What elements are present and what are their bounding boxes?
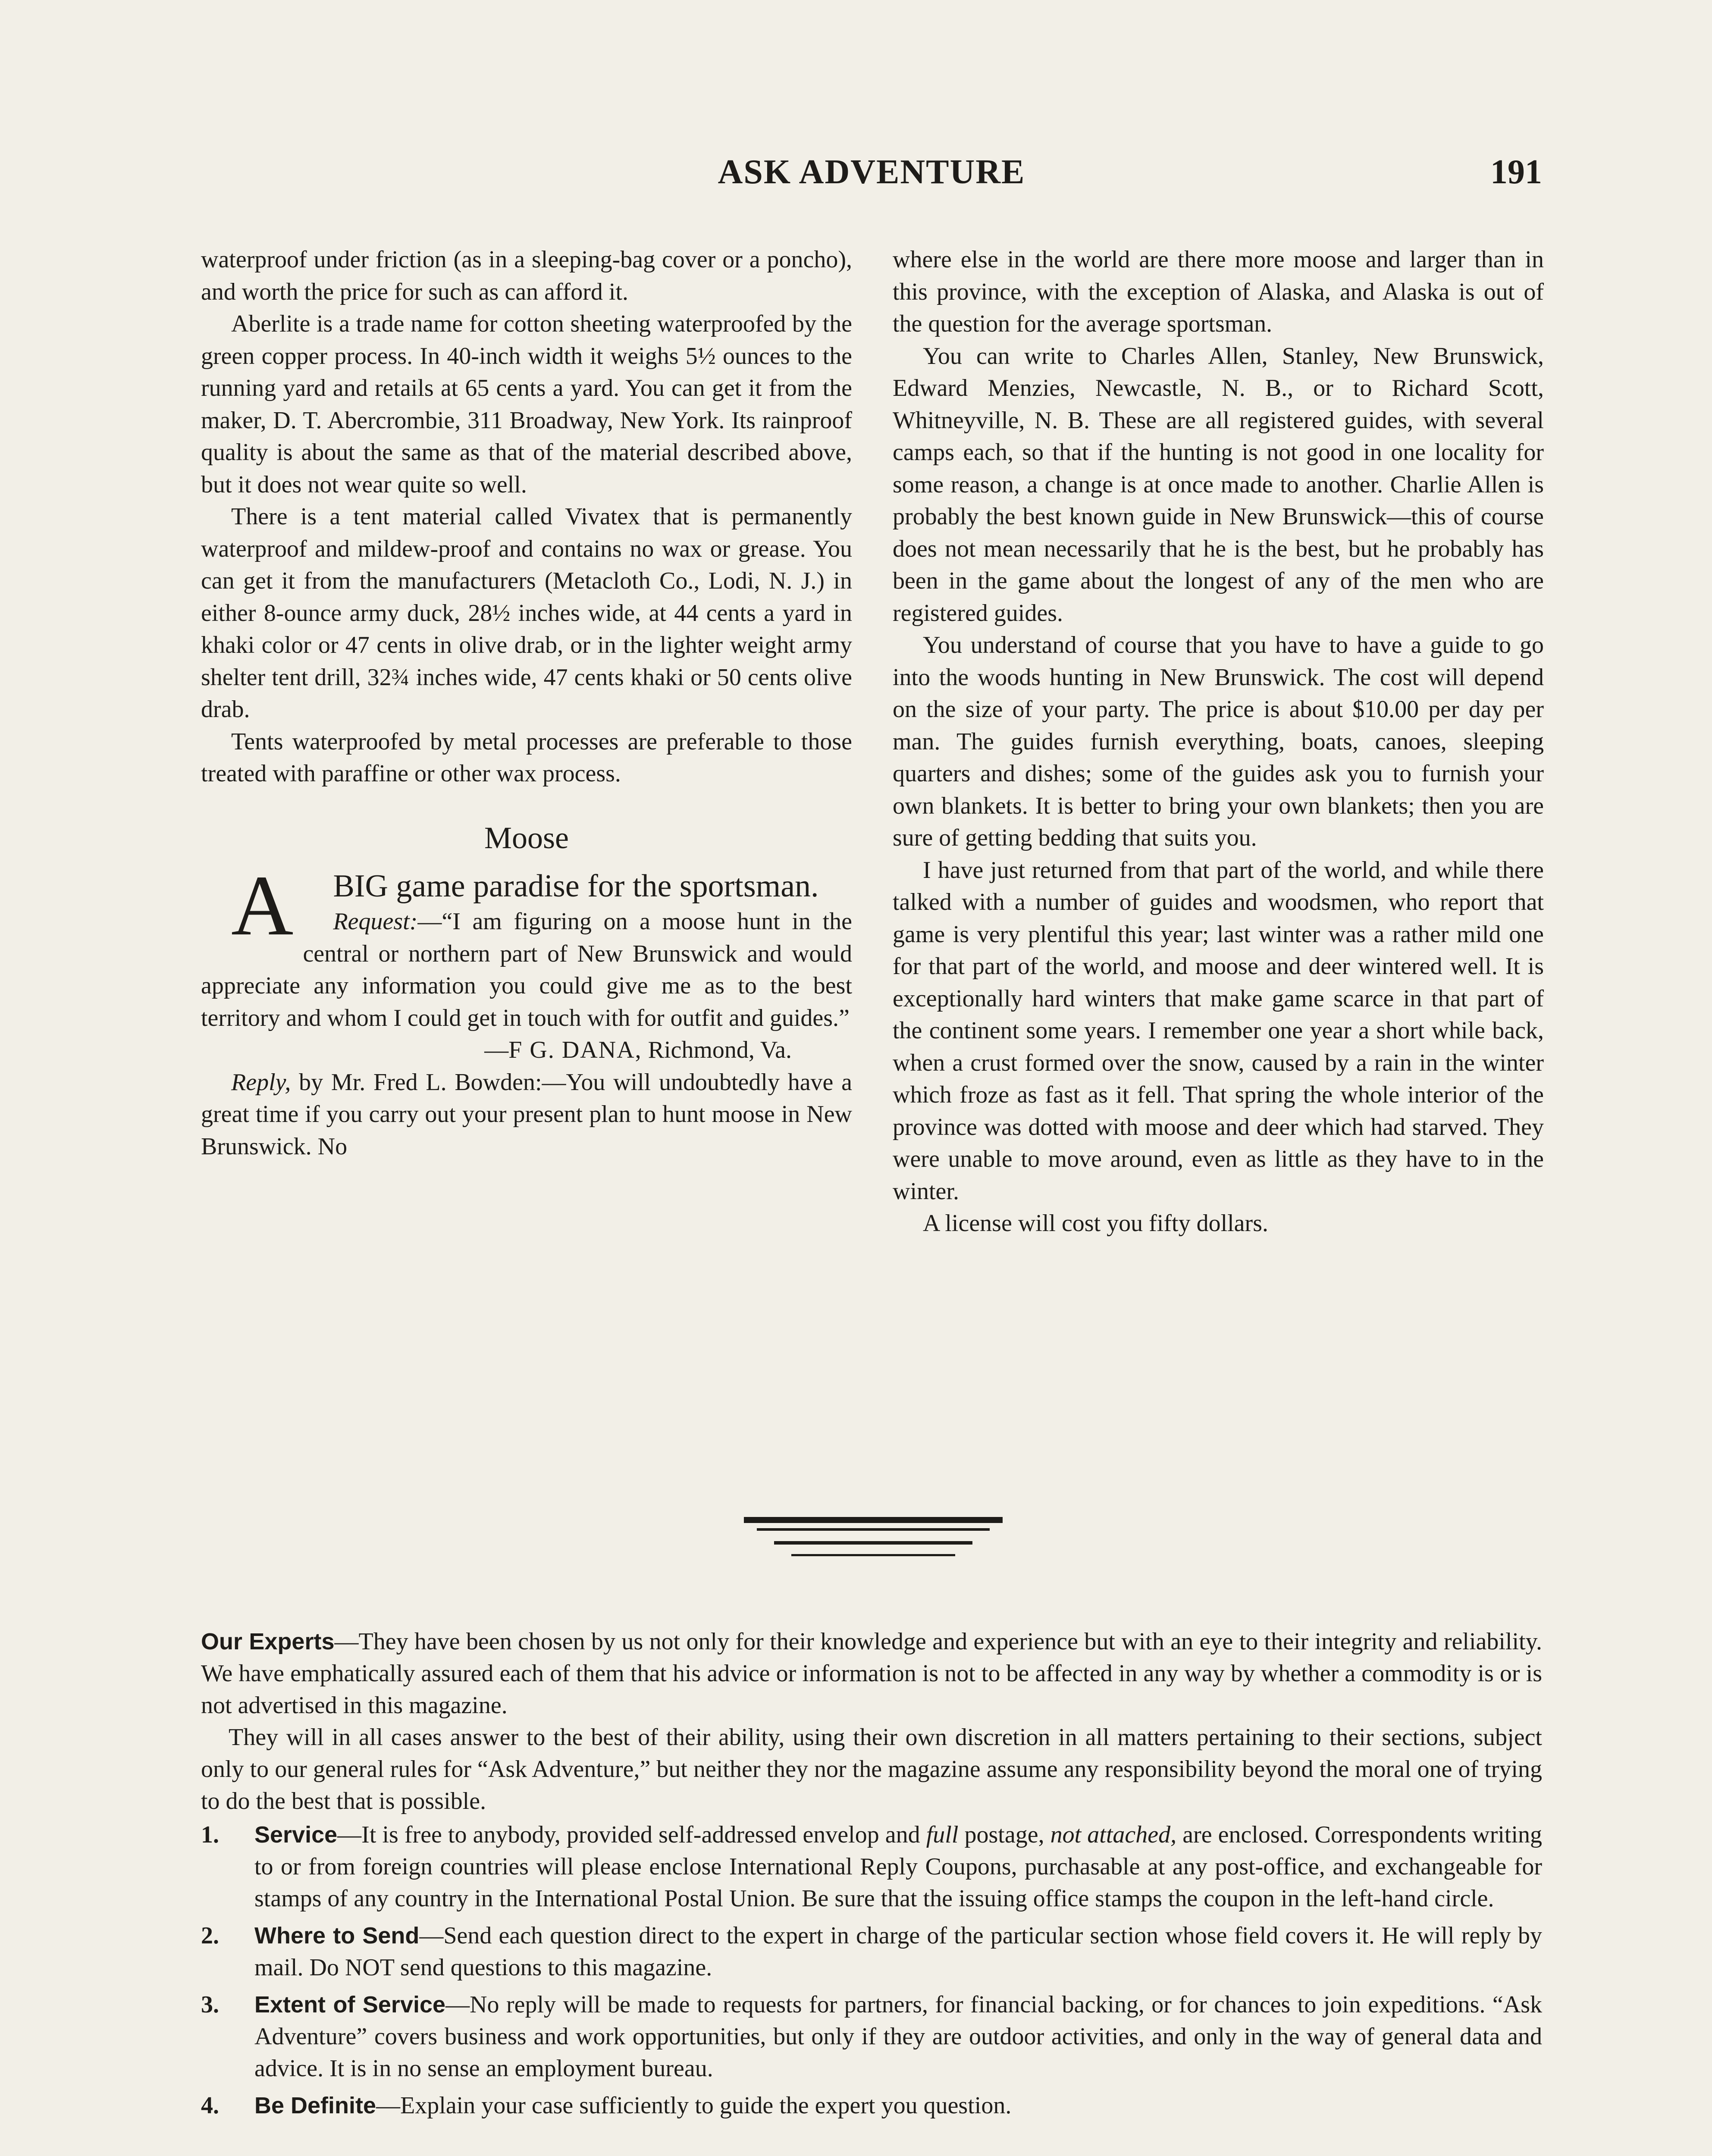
rule-text: —Send each question direct to the expert in charge of the particular section whose field covers it. He will reply by mail. Do NOT send questions to this magazine. xyxy=(254,1922,1542,1981)
rule-item xyxy=(201,2090,1542,2122)
divider-ornament xyxy=(744,1517,1003,1582)
request-text: —“I am figuring on a moose hunt in the central or northern part of New Brunswick and would appreciate any information you could give me as to the best territory and whom I could get in touch with for outfit and guides.” xyxy=(201,908,852,1031)
rule-emphasis: not attached, xyxy=(1050,1821,1177,1848)
paragraph: You can write to Charles Allen, Stanley, New Brunswick, Edward Menzies, Newcastle, N. B., or to Richard Scott, Whitneyville, N. B. These are all registered guides, with several camps each, so that if the hunting is not good in one locality for some reason, a change is at once made to another. Charlie Allen is probably the best known guide in New Brunswick—this of course does not mean necessarily that he is the best, but he probably has been in the game about the longest of any of the men who are registered guides. xyxy=(893,342,1544,627)
paragraph: A license will cost you fifty dollars. xyxy=(923,1210,1268,1237)
rule-number: 1. xyxy=(201,1821,219,1848)
page-header xyxy=(201,153,1542,200)
experts-paragraph: They will in all cases answer to the best of their ability, using their own discretion in all matters pertaining to their sections, subject only to our general rules for “Ask Adventure,” but neither they nor the magazine assume any responsibility beyond the moral one of trying to do the best that is possible. xyxy=(201,1724,1542,1814)
right-column xyxy=(893,244,1544,1240)
rule-number: 4. xyxy=(201,2092,219,2119)
rule-heading: Be Definite xyxy=(254,2093,376,2118)
request-label: Request: xyxy=(333,908,418,935)
paragraph: waterproof under friction (as in a sleeping-bag cover or a poncho), and worth the price for such as can afford it. xyxy=(201,246,852,305)
reply-paragraph xyxy=(201,1066,852,1163)
experts-intro xyxy=(201,1626,1542,1721)
ornament-rule xyxy=(774,1541,972,1545)
rule-item xyxy=(201,1989,1542,2084)
paragraph: There is a tent material called Vivatex that is permanently waterproof and mildew-proof and contains no wax or grease. You can get it from the manufacturers (Metacloth Co., Lodi, N. J.) in either 8-ounce army duck, 28½ inches wide, at 44 cents a yard in khaki color or 47 cents in olive drab, or in the lighter weight army shelter tent drill, 32¾ inches wide, 47 cents khaki or 50 cents olive drab. xyxy=(201,503,852,723)
rule-number: 2. xyxy=(201,1922,219,1949)
ornament-rule xyxy=(757,1528,990,1531)
request-paragraph xyxy=(201,906,852,1034)
rule-text: postage, xyxy=(958,1821,1050,1848)
rule-text: —No reply will be made to requests for partners, for financial backing, or for chances to join expeditions. “Ask Adventure” covers business and work opportunities, but only if they are outdoor activities, and only in the way of general data and advice. It is in no sense an employment bureau. xyxy=(254,1991,1543,2082)
reply-text: by Mr. Fred L. Bowden:—You will undoubtedly have a great time if you carry out your present plan to hunt moose in New Brunswick. No xyxy=(201,1069,852,1160)
page-number: 191 xyxy=(1490,153,1542,191)
ornament-rule xyxy=(791,1554,955,1556)
rule-text: are enclosed. Correspondents writing to or from foreign countries will please enclose International Reply Coupons, purchasable at any post-office, and exchangeable for stamps of any country in the International Postal Union. Be sure that the issuing office stamps the coupon in the left-hand circle. xyxy=(254,1821,1543,1912)
rule-emphasis: full xyxy=(926,1821,959,1848)
rule-text: —Explain your case sufficiently to guide the expert you question. xyxy=(376,2092,1012,2119)
signature-dash: — xyxy=(484,1037,509,1063)
lead-text: BIG game paradise for the sportsman. xyxy=(333,868,819,904)
signature-place: Richmond, Va. xyxy=(642,1037,792,1063)
paragraph: Aberlite is a trade name for cotton sheeting waterproofed by the green copper process. In 40-inch width it weighs 5½ ounces to the running yard and retails at 65 cents a yard. You can get it from the maker, D. T. Abercrombie, 311 Broadway, New York. Its rainproof quality is about the same as that of the material described above, but it does not wear quite so well. xyxy=(201,310,852,498)
left-column xyxy=(201,244,852,1163)
rule-item xyxy=(201,1920,1542,1984)
rule-item xyxy=(201,1819,1542,1915)
paragraph: You understand of course that you have to have a guide to go into the woods hunting in New Brunswick. The cost will depend on the size of your party. The price is about $10.00 per day per man. The guides furnish everything, boats, canoes, sleeping quarters and dishes; some of the guides ask you to furnish your own blankets. It is better to bring your own blankets; then you are sure of getting bedding that suits you. xyxy=(893,632,1544,851)
rule-text: —It is free to anybody, provided self-addressed envelop and xyxy=(337,1821,926,1848)
paragraph: where else in the world are there more moose and larger than in this province, with the exception of Alaska, and Alaska is out of the question for the average sportsman. xyxy=(893,246,1544,337)
drop-cap: A xyxy=(231,858,294,953)
rule-heading: Service xyxy=(254,1822,338,1848)
reply-label: Reply, xyxy=(231,1069,291,1096)
signature xyxy=(201,1034,852,1066)
paragraph: Tents waterproofed by metal processes are preferable to those treated with paraffine or other wax process. xyxy=(201,728,852,787)
experts-section xyxy=(201,1626,1542,2127)
experts-text: —They have been chosen by us not only for their knowledge and experience but with an eye to their integrity and reliability. We have emphatically assured each of them that his advice or information is not to be affected in any way by whether a commodity is or is not advertised in this magazine. xyxy=(201,1628,1542,1719)
rule-number: 3. xyxy=(201,1991,219,2018)
experts-heading: Our Experts xyxy=(201,1629,335,1655)
rules-list xyxy=(201,1819,1542,2122)
ornament-rule xyxy=(744,1517,1003,1523)
rule-heading: Where to Send xyxy=(254,1923,420,1949)
section-title: Moose xyxy=(484,820,569,855)
paragraph: I have just returned from that part of the world, and while there talked with a number of guides and woodsmen, who report that game is very plentiful this year; last winter was a rather mild one for that part of the world, and moose and deer wintered well. It is exceptionally hard winters that make game scarce in that part of the continent some years. I remember one year a short while back, when a crust formed over the snow, caused by a rain in the winter which froze as fast as it fell. That spring the whole interior of the province was dotted with moose and deer which had starved. They were unable to move around, even as little as they have to in the winter. xyxy=(893,856,1544,1205)
rule-heading: Extent of Service xyxy=(254,1992,446,2018)
signature-name: F G. DANA, xyxy=(508,1037,642,1063)
running-head: ASK ADVENTURE xyxy=(718,153,1025,191)
